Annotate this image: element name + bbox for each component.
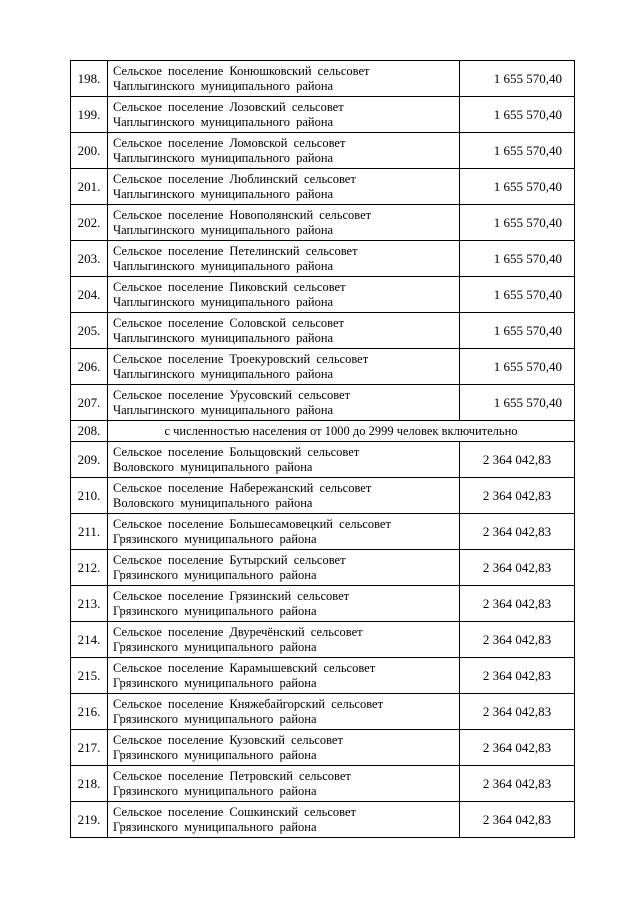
settlement-name-cell [108, 349, 460, 385]
row-number: 213. [71, 586, 108, 622]
district-name: Чаплыгинского муниципального района [113, 222, 334, 237]
row-number: 214. [71, 622, 108, 658]
amount-value: 1 655 570,40 [460, 385, 575, 421]
settlement-name-cell [108, 205, 460, 241]
amount-value: 2 364 042,83 [460, 550, 575, 586]
settlement-name-cell [108, 514, 460, 550]
table-row [71, 766, 575, 802]
row-number: 198. [71, 61, 108, 97]
settlement-name-cell [108, 802, 460, 838]
settlement-name: Сельское поселение Княжебайгорский сельсовет [113, 696, 384, 711]
settlement-name-cell [108, 241, 460, 277]
table-row [71, 205, 575, 241]
settlement-name: Сельское поселение Грязинский сельсовет [113, 588, 350, 603]
amount-value: 2 364 042,83 [460, 586, 575, 622]
settlement-name: Сельское поселение Набережанский сельсовет [113, 480, 372, 495]
amount-value: 1 655 570,40 [460, 133, 575, 169]
settlement-name-cell [108, 658, 460, 694]
table-body-lower [71, 442, 575, 838]
table-row [71, 478, 575, 514]
row-number: 209. [71, 442, 108, 478]
settlement-name-cell [108, 550, 460, 586]
allocation-table [70, 60, 575, 838]
row-number: 199. [71, 97, 108, 133]
row-number: 201. [71, 169, 108, 205]
district-name: Чаплыгинского муниципального района [113, 186, 334, 201]
district-name: Чаплыгинского муниципального района [113, 114, 334, 129]
table-row [71, 622, 575, 658]
amount-value: 1 655 570,40 [460, 349, 575, 385]
settlement-name: Сельское поселение Петелинский сельсовет [113, 243, 358, 258]
settlement-name-cell [108, 586, 460, 622]
table-row [71, 385, 575, 421]
settlement-name: Сельское поселение Лозовский сельсовет [113, 99, 344, 114]
district-name: Чаплыгинского муниципального района [113, 366, 334, 381]
table-row [71, 241, 575, 277]
amount-value: 1 655 570,40 [460, 169, 575, 205]
table-row [71, 694, 575, 730]
settlement-name-cell [108, 169, 460, 205]
amount-value: 2 364 042,83 [460, 694, 575, 730]
row-number: 218. [71, 766, 108, 802]
district-name: Чаплыгинского муниципального района [113, 330, 334, 345]
table-row [71, 514, 575, 550]
settlement-name: Сельское поселение Новополянский сельсовет [113, 207, 372, 222]
amount-value: 1 655 570,40 [460, 277, 575, 313]
district-name: Грязинского муниципального района [113, 675, 317, 690]
row-number: 205. [71, 313, 108, 349]
row-number: 211. [71, 514, 108, 550]
settlement-name: Сельское поселение Троекуровский сельсовет [113, 351, 369, 366]
settlement-name-cell [108, 277, 460, 313]
district-name: Грязинского муниципального района [113, 747, 317, 762]
row-number: 206. [71, 349, 108, 385]
settlement-name-cell [108, 385, 460, 421]
settlement-name-cell [108, 730, 460, 766]
district-name: Воловского муниципального района [113, 459, 313, 474]
table-row [71, 658, 575, 694]
district-name: Чаплыгинского муниципального района [113, 402, 334, 417]
settlement-name: Сельское поселение Карамышевский сельсовет [113, 660, 376, 675]
table-row [71, 730, 575, 766]
settlement-name: Сельское поселение Ломовской сельсовет [113, 135, 346, 150]
district-name: Грязинского муниципального района [113, 819, 317, 834]
amount-value: 2 364 042,83 [460, 514, 575, 550]
district-name: Грязинского муниципального района [113, 603, 317, 618]
district-name: Грязинского муниципального района [113, 639, 317, 654]
amount-value: 1 655 570,40 [460, 61, 575, 97]
table-row [71, 97, 575, 133]
settlement-name: Сельское поселение Петровский сельсовет [113, 768, 351, 783]
table-row [71, 349, 575, 385]
district-name: Чаплыгинского муниципального района [113, 150, 334, 165]
amount-value: 2 364 042,83 [460, 802, 575, 838]
settlement-name-cell [108, 133, 460, 169]
row-number: 210. [71, 478, 108, 514]
settlement-name: Сельское поселение Бутырский сельсовет [113, 552, 346, 567]
district-name: Воловского муниципального района [113, 495, 313, 510]
population-category-heading: с численностью населения от 1000 до 2999 человек включительно [108, 421, 575, 442]
settlement-name-cell [108, 622, 460, 658]
row-number: 215. [71, 658, 108, 694]
settlement-name: Сельское поселение Двуречёнский сельсовет [113, 624, 363, 639]
table-row [71, 133, 575, 169]
row-number: 207. [71, 385, 108, 421]
settlement-name-cell [108, 694, 460, 730]
amount-value: 2 364 042,83 [460, 766, 575, 802]
amount-value: 1 655 570,40 [460, 241, 575, 277]
row-number: 202. [71, 205, 108, 241]
row-number: 219. [71, 802, 108, 838]
settlement-name-cell [108, 442, 460, 478]
amount-value: 2 364 042,83 [460, 658, 575, 694]
amount-value: 1 655 570,40 [460, 97, 575, 133]
row-number: 203. [71, 241, 108, 277]
row-number: 200. [71, 133, 108, 169]
settlement-name-cell [108, 766, 460, 802]
table-row [71, 442, 575, 478]
row-number: 204. [71, 277, 108, 313]
table-row [71, 313, 575, 349]
table-row [71, 802, 575, 838]
district-name: Грязинского муниципального района [113, 567, 317, 582]
settlement-name-cell [108, 97, 460, 133]
settlement-name: Сельское поселение Люблинский сельсовет [113, 171, 356, 186]
table-row [71, 586, 575, 622]
table-body-upper [71, 61, 575, 421]
district-name: Чаплыгинского муниципального района [113, 294, 334, 309]
amount-value: 2 364 042,83 [460, 442, 575, 478]
table-subheader-group [71, 421, 575, 442]
settlement-name-cell [108, 61, 460, 97]
row-number: 217. [71, 730, 108, 766]
table-row [71, 550, 575, 586]
district-name: Чаплыгинского муниципального района [113, 258, 334, 273]
settlement-name: Сельское поселение Кузовский сельсовет [113, 732, 343, 747]
settlement-name: Сельское поселение Пиковский сельсовет [113, 279, 346, 294]
amount-value: 1 655 570,40 [460, 313, 575, 349]
district-name: Грязинского муниципального района [113, 531, 317, 546]
amount-value: 2 364 042,83 [460, 478, 575, 514]
amount-value: 2 364 042,83 [460, 622, 575, 658]
settlement-name: Сельское поселение Большесамовецкий сельсовет [113, 516, 391, 531]
district-name: Чаплыгинского муниципального района [113, 78, 334, 93]
settlement-name: Сельское поселение Сошкинский сельсовет [113, 804, 356, 819]
settlement-name: Сельское поселение Соловской сельсовет [113, 315, 344, 330]
row-number: 208. [71, 421, 108, 442]
amount-value: 2 364 042,83 [460, 730, 575, 766]
table-subheader-row [71, 421, 575, 442]
row-number: 216. [71, 694, 108, 730]
settlement-name-cell [108, 313, 460, 349]
row-number: 212. [71, 550, 108, 586]
settlement-name: Сельское поселение Больщовский сельсовет [113, 444, 360, 459]
settlement-name: Сельское поселение Урусовский сельсовет [113, 387, 351, 402]
settlement-name-cell [108, 478, 460, 514]
district-name: Грязинского муниципального района [113, 711, 317, 726]
table-row [71, 61, 575, 97]
settlement-name: Сельское поселение Конюшковский сельсовет [113, 63, 370, 78]
table-row [71, 277, 575, 313]
district-name: Грязинского муниципального района [113, 783, 317, 798]
table-row [71, 169, 575, 205]
amount-value: 1 655 570,40 [460, 205, 575, 241]
